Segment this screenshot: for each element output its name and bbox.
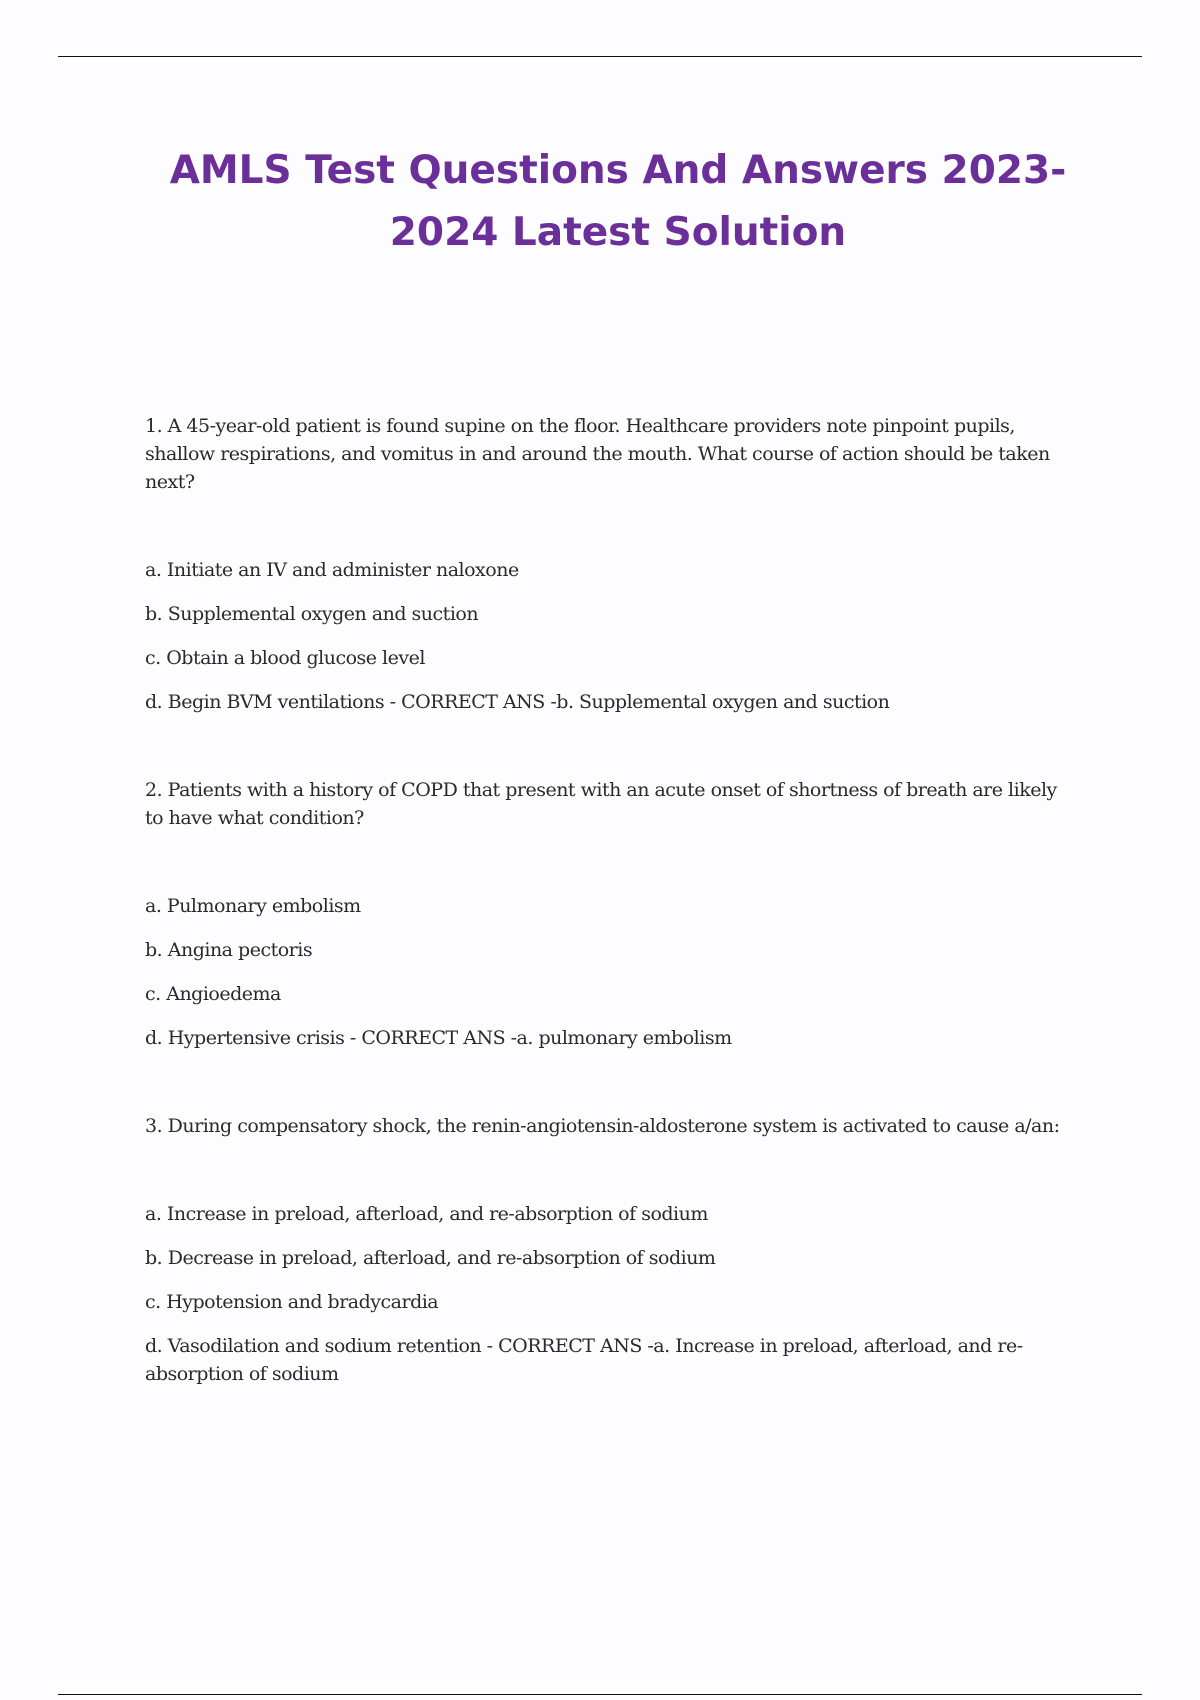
footer-rule <box>58 1694 1142 1695</box>
answer-option-with-correct-answer: d. Vasodilation and sodium retention - CORRECT ANS -a. Increase in preload, afterload, and re-absorption of sodium <box>145 1335 1023 1385</box>
document-title: AMLS Test Questions And Answers 2023-2024 Latest Solution <box>169 148 1067 255</box>
answer-option-with-correct-answer: d. Hypertensive crisis - CORRECT ANS -a. pulmonary embolism <box>145 1027 732 1049</box>
answer-option: a. Initiate an IV and administer naloxone <box>145 559 519 581</box>
answer-options <box>145 892 1080 1052</box>
answer-option: a. Increase in preload, afterload, and re-absorption of sodium <box>145 1203 708 1225</box>
question-text: 2. Patients with a history of COPD that present with an acute onset of shortness of breath are likely to have what condition? <box>145 779 1057 829</box>
answer-option: a. Pulmonary embolism <box>145 895 361 917</box>
answer-options <box>145 1200 1080 1388</box>
answer-option: b. Decrease in preload, afterload, and re-absorption of sodium <box>145 1247 716 1269</box>
answer-option: c. Obtain a blood glucose level <box>145 647 425 669</box>
header-rule <box>58 56 1142 57</box>
answer-options <box>145 556 1080 716</box>
answer-option: b. Supplemental oxygen and suction <box>145 603 479 625</box>
question-item <box>145 1112 1080 1388</box>
question-list <box>145 412 1080 1388</box>
question-text: 3. During compensatory shock, the renin-angiotensin-aldosterone system is activated to cause a/an: <box>145 1115 1060 1137</box>
answer-option: c. Angioedema <box>145 983 281 1005</box>
question-text: 1. A 45-year-old patient is found supine on the floor. Healthcare providers note pinpoint pupils, shallow respirations, and vomitus in and around the mouth. What course of action should be taken next? <box>145 415 1050 493</box>
answer-option-with-correct-answer: d. Begin BVM ventilations - CORRECT ANS -b. Supplemental oxygen and suction <box>145 691 890 713</box>
question-item <box>145 412 1080 716</box>
answer-option: c. Hypotension and bradycardia <box>145 1291 439 1313</box>
question-item <box>145 776 1080 1052</box>
answer-option: b. Angina pectoris <box>145 939 313 961</box>
